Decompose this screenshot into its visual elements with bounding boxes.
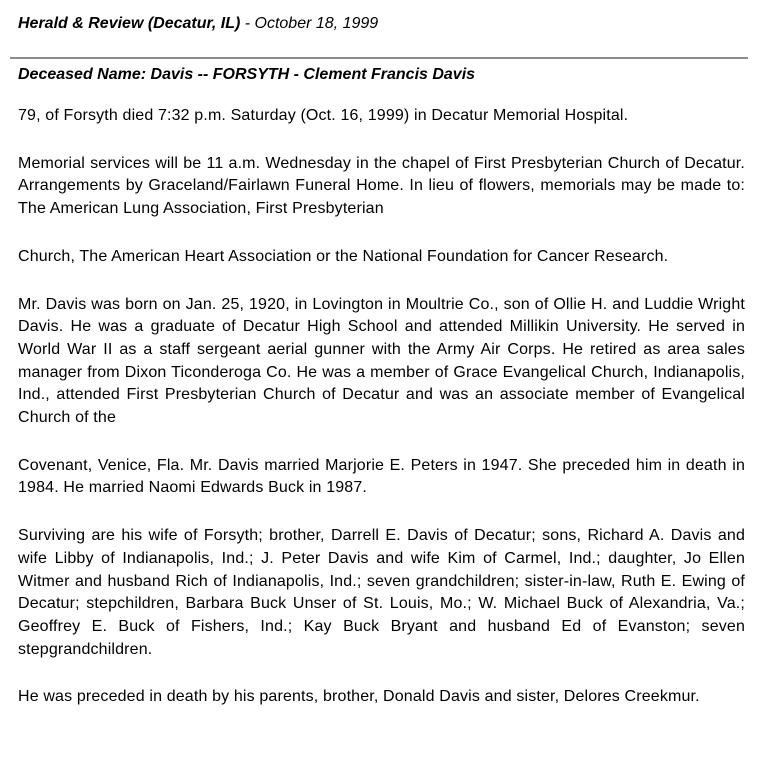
header-divider [10, 57, 748, 59]
paragraph-death-notice: 79, of Forsyth died 7:32 p.m. Saturday (Oct. 16, 1999) in Decatur Memorial Hospital. [18, 107, 629, 124]
paragraph-memorials: Church, The American Heart Association or the National Foundation for Cancer Research. [18, 247, 669, 265]
header-separator: - [240, 15, 255, 32]
deceased-name: Deceased Name: Davis -- FORSYTH - Clement Francis Davis [18, 66, 476, 83]
obituary-body [18, 105, 745, 734]
publication-date: October 18, 1999 [254, 15, 379, 32]
paragraph-services: Memorial services will be 11 a.m. Wednesday in the chapel of First Presbyterian Church of Decatur. Arrangements by Graceland/Fairlawn Funeral Home. In lieu of flowers, memorials may be made to: The American Lung Association, First Presbyterian [18, 154, 745, 218]
paragraph-preceded: He was preceded in death by his parents, brother, Donald Davis and sister, Delores Creekmur. [18, 688, 700, 706]
paragraph-biography: Mr. Davis was born on Jan. 25, 1920, in Lovington in Moultrie Co., son of Ollie H. and Luddie Wright Davis. He was a graduate of Decatur High School and attended Millikin University. He served in World War II as a staff sergeant aerial gunner with the Army Air Corps. He retired as area sales manager from Dixon Ticonderoga Co. He was a member of Grace Evangelical Church, Indianapolis, Ind., attended First Presbyterian Church of Decatur and was an associate member of Evangelical Church of the [18, 295, 745, 427]
paragraph-marriage: Covenant, Venice, Fla. Mr. Davis married Marjorie E. Peters in 1947. She preceded him in death in 1984. He married Naomi Edwards Buck in 1987. [18, 456, 745, 497]
publication-name: Herald & Review (Decatur, IL) [18, 15, 241, 32]
paragraph-survivors: Surviving are his wife of Forsyth; brother, Darrell E. Davis of Decatur; sons, Richard A. Davis and wife Libby of Indianapolis, Ind.; J. Peter Davis and wife Kim of Carmel, Ind.; daughter, Jo Ellen Witmer and husband Rich of Indianapolis, Ind.; seven grandchildren; sister-in-law, Ruth E. Ewing of Decatur; stepchildren, Barbara Buck Unser of St. Louis, Mo.; W. Michael Buck of Alexandria, Va.; Geoffrey E. Buck of Fishers, Ind.; Kay Buck Bryant and husband Ed of Evanston; seven stepgrandchildren. [18, 527, 745, 658]
publication-header [18, 15, 378, 33]
